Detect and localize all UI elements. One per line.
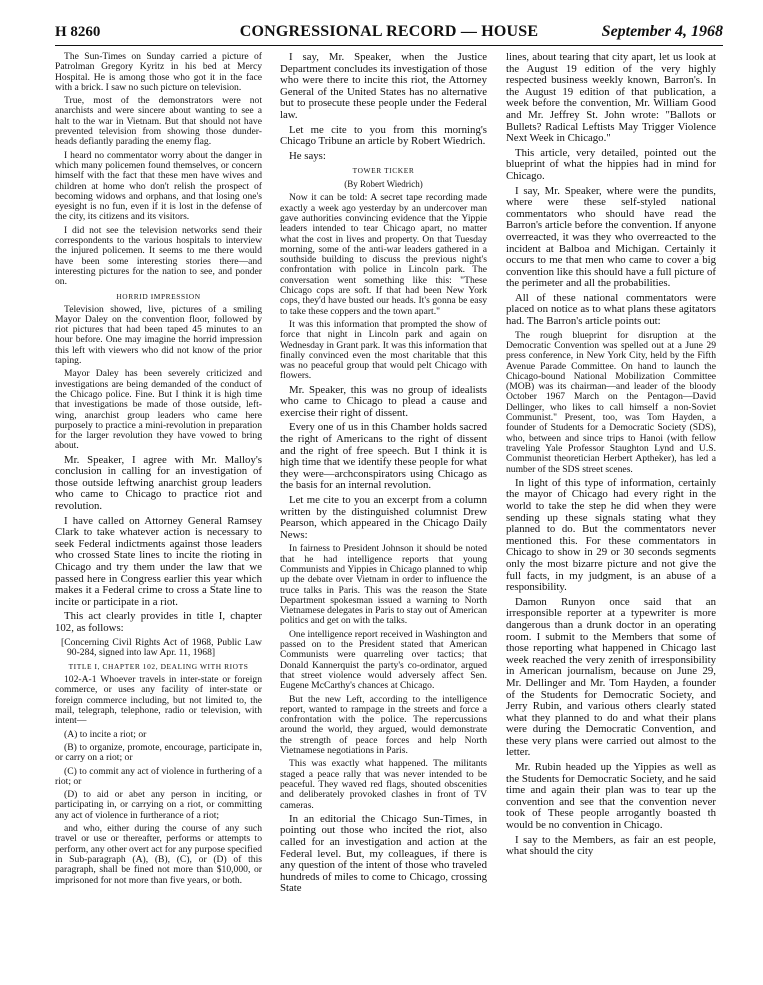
- quote-paragraph: It was this information that prompted the show of force that night in Lincoln park and again on Wednesday in Grant park. It was this information that finally convinced even the most charitable that this was no peaceful group that would pelt Chicago with flowers.: [280, 318, 487, 382]
- quote-paragraph: One intelligence report received in Washington and passed on to the President stated that American Communists were quarreling over tactics; that Donald Kannerquist the party's co-ordinator, argued that street violence would adversely affect Sen. Eugene McCarthy's chances at Chicago.: [280, 628, 487, 692]
- law-clause: (B) to organize, promote, encourage, participate in, or carry on a riot; or: [55, 741, 262, 764]
- publication-date: September 4, 1968: [601, 23, 723, 40]
- paragraph: Mr. Rubin headed up the Yippies as well as the Students for Democratic Society, and he said time and again their plan was to tear up the convention and see that the convention never took of These people arrogantly boasted th would be no convention in Chicago.: [506, 761, 716, 832]
- section-heading: HORRID IMPRESSION: [116, 291, 201, 301]
- paragraph: I say, Mr. Speaker, when the Justice Department concludes its investigation of those who were there to incite this riot, the Attorney General of the United States has no alternative but to prosecute these people under the Federal law.: [280, 52, 487, 121]
- publication-title: CONGRESSIONAL RECORD — HOUSE: [239, 23, 539, 40]
- paragraph: He says:: [289, 149, 326, 162]
- law-clause: and who, either during the course of any such travel or use or thereafter, performs or attempts to perform, any other overt act for any purpose specified in Sub-paragraph (A), (B), (C), or (D) of this paragraph, shall be fined not more than $10,000, or imprisoned for not more than five years, or both.: [55, 823, 262, 886]
- quote-paragraph: The rough blueprint for disruption at the Democratic Convention was spelled out at a June 29 press conference, in New York City, held by the Fifth Avenue Parade Committee. On hand to launch the Chicago-bound National Mobilization Committee (MOB) was its chairman—and leader of the bloody October 1967 March on the Pentagon—David Dellinger, who likes to call himself a non-Soviet Communist." Present, too, was Tom Hayden, a founder of Students for a Democratic Society (SDS), who, between and since trips to Hanoi (with fellow traveling Yale Professor Staughton Lynd and U.S. Communist theoretician Herbert Aptheker), has led a number of the SDS street scenes.: [506, 329, 716, 475]
- paragraph: Television showed, live, pictures of a smiling Mayor Daley on the convention floor, followed by riot pictures that had been taped 45 minutes to an hour before. One may imagine the horrid impression this left with viewers who did not know of the prior taping.: [55, 303, 262, 367]
- paragraph: All of these national commentators were placed on notice as to what plans these agitators had. The Barron's article points out:: [506, 291, 716, 328]
- byline: (By Robert Wiedrich): [344, 179, 423, 190]
- paragraph: I say, Mr. Speaker, where were the pundits, where were these self-styled national commentators who should have read the Barron's article before the convention. If anyone overreacted, it was they who overreacted to the incident at Balboa and Michigan. Certainly it occurs to me that men who came to cover a big convention like this should have a full picture of the perimeter and all the probabilities.: [506, 184, 716, 290]
- law-section: 102-A-1 Whoever travels in inter-state or foreign commerce, or uses any facility of inter-state or foreign commerce including, but not limited to, the mail, telegraph, telephone, radio or television, with intent—: [55, 674, 262, 727]
- column-3: [506, 52, 716, 977]
- paragraph: lines, about tearing that city apart, let us look at the August 19 edition of the very highly respected business weekly known, Barron's. In the August 19 edition of that publication, a week before the convention, Mr. William Good and Mr. Jeffrey St. John wrote: "Ballots or Bullets? Radical Leftists May Trigger Violence Next Week in Chicago.": [506, 52, 716, 145]
- page-number: H 8260: [55, 24, 101, 40]
- law-clause: (D) to aid or abet any person in inciting, or participating in, or carrying on a riot, or committing any act of violence in furtherance of a riot;: [55, 789, 262, 821]
- law-clause: (C) to commit any act of violence in furthering of a riot; or: [55, 765, 262, 787]
- quote-paragraph: Now it can be told: A secret tape recording made exactly a week ago yesterday by an undercover man gave authorities convincing evidence that the Yippie leaders intended to tear Chicago apart, no matter what the cost in lives and property. On that Tuesday morning, some of the anti-war leaders gathered in a southside building to discuss the previous night's confrontation with police in Lincoln park. The conversation went something like this: "These Chicago cops are soft. If that had been New York cops, they'd have busted our heads. It's gonna be easy to take these coppers and the town apart.": [280, 192, 487, 317]
- page-header: [55, 22, 723, 46]
- paragraph: Mayor Daley has been severely criticized and investigations are being demanded of the conduct of the Chicago police. Fine. But I think it is high time that investigations be made of those outside, left-wing, anarchist group leaders who came here purposely to practice a mini-revolution in preparation for the larger revolution they have vowed to bring about.: [55, 368, 262, 452]
- quote-paragraph: This was exactly what happened. The militants staged a peace rally that was never intended to be peaceful. They waved red flags, shouted obscenities and deliberately provoked clashes in front of TV cameras.: [280, 758, 487, 811]
- paragraph: In an editorial the Chicago Sun-Times, in pointing out those who incited the riot, also called for an investigation and action at the Federal level. But, my colleagues, if there is any question of the intent of those who traveled hundreds of miles to come to Chicago, crossing State: [280, 812, 487, 895]
- quote-paragraph: But the new Left, according to the intelligence report, wanted to rampage in the streets and force a confrontation with the police. The repercussions around the world, they argued, would demonstrate the strength of peace forces and help North Vietnamese negotiations in Paris.: [280, 693, 487, 757]
- paragraph: The Sun-Times on Sunday carried a picture of Patrolman Gregory Kyritz in his bed at Mercy Hospital. He is among those who got it in the face with a brick. I saw no such picture on television.: [55, 52, 262, 93]
- paragraph: I say to the Members, as fair an est people, what should the city: [506, 833, 716, 858]
- law-title: TITLE I, CHAPTER 102, DEALING WITH RIOTS: [68, 662, 249, 672]
- paragraph: Mr. Speaker, this was no group of idealists who came to Chicago to plead a cause and exercise their right of dissent.: [280, 383, 487, 419]
- law-clause: (A) to incite a riot; or: [64, 728, 147, 740]
- paragraph: Let me cite to you an excerpt from a column written by the distinguished columnist Drew Pearson, which appeared in the Chicago Daily News:: [280, 494, 487, 541]
- quote-paragraph: In fairness to President Johnson it should be noted that he had intelligence reports that young Communists and Yippies in Chicago planned to whip up the debate over Vietnam in order to influence the truce talks in Paris. This was the reason the State Department spokesman issued a warning to North Vietnamese delegates in Paris to stay out of American politics and get on with the talks.: [280, 543, 487, 627]
- paragraph: True, most of the demonstrators were not anarchists and were sincere about wanting to see a halt to the war in Vietnam. But that should not have prevented television from showing those dunder-heads defiantly parading the enemy flag.: [55, 95, 262, 148]
- paragraph: I have called on Attorney General Ramsey Clark to take whatever action is necessary to seek Federal indictments against those leaders who crossed State lines to incite the rioting in Chicago and try them under the law that we passed here in Congress earlier this year which makes it a Federal crime to cross a State line to incite or participate in a riot.: [55, 514, 262, 608]
- paragraph: Every one of us in this Chamber holds sacred the right of Americans to the right of dissent and the right of free speech. But I think it is high time that we identify these people for what they were—archconspirators using Chicago as the basis for an internal revolution.: [280, 421, 487, 492]
- law-citation: [Concerning Civil Rights Act of 1968, Public Law 90-284, signed into law Apr. 11, 1968]: [61, 636, 262, 658]
- paragraph: This article, very detailed, pointed out the blueprint of what the hippies had in mind for Chicago.: [506, 146, 716, 182]
- paragraph: In light of this type of information, certainly the mayor of Chicago had every right in the world to take the step he did when they were sending up these signals stating what they planned to do. But the commentators never mentioned this. For these commentators in Chicago to show in 29 or 30 seconds segments only the most bizarre picture and not give the full facts, in my judgment, is an abuse of a responsibility.: [506, 476, 716, 594]
- paragraph: This act clearly provides in title I, chapter 102, as follows:: [55, 610, 262, 634]
- header-rule: [55, 45, 723, 46]
- paragraph: I heard no commentator worry about the danger in which many policemen found themselves, or concern himself with the fact that these men have wives and children at home who don't relish the prospect of becoming widows and orphans, and that losing one's eyesight is no fun, even if it is lost in the defense of the city, its citizens and its visitors.: [55, 149, 262, 223]
- paragraph: Damon Runyon once said that an irresponsible reporter at a typewriter is more dangerous than a drunk doctor in an operating room. I submit to the Members that some of those reporting what happened in Chicago last week reached the very zenith of irresponsibility in American journalism, because on June 29, Mr. Dellinger and Mr. Tom Hayden, a founder of the Students for Democratic Society, and Jerry Rubin, and various others clearly stated what they planned to do and what their plans were during the Democratic Convention, and these very plans were carried out almost to the letter.: [506, 595, 716, 759]
- column-2: [280, 52, 487, 977]
- section-heading: TOWER TICKER: [352, 166, 415, 176]
- paragraph: Let me cite to you from this morning's Chicago Tribune an article by Robert Wiedrich.: [280, 123, 487, 148]
- column-1: [55, 52, 262, 977]
- paragraph: Mr. Speaker, I agree with Mr. Malloy's conclusion in calling for an investigation of those outside leftwing anarchist group leaders who came to Chicago to practice riot and revolution.: [55, 453, 262, 513]
- paragraph: I did not see the television networks send their correspondents to the various hospitals to interview the injured policemen. It seems to me there would have been some interesting stories there—and interesting pictures for the nation to see, and ponder on.: [55, 224, 262, 288]
